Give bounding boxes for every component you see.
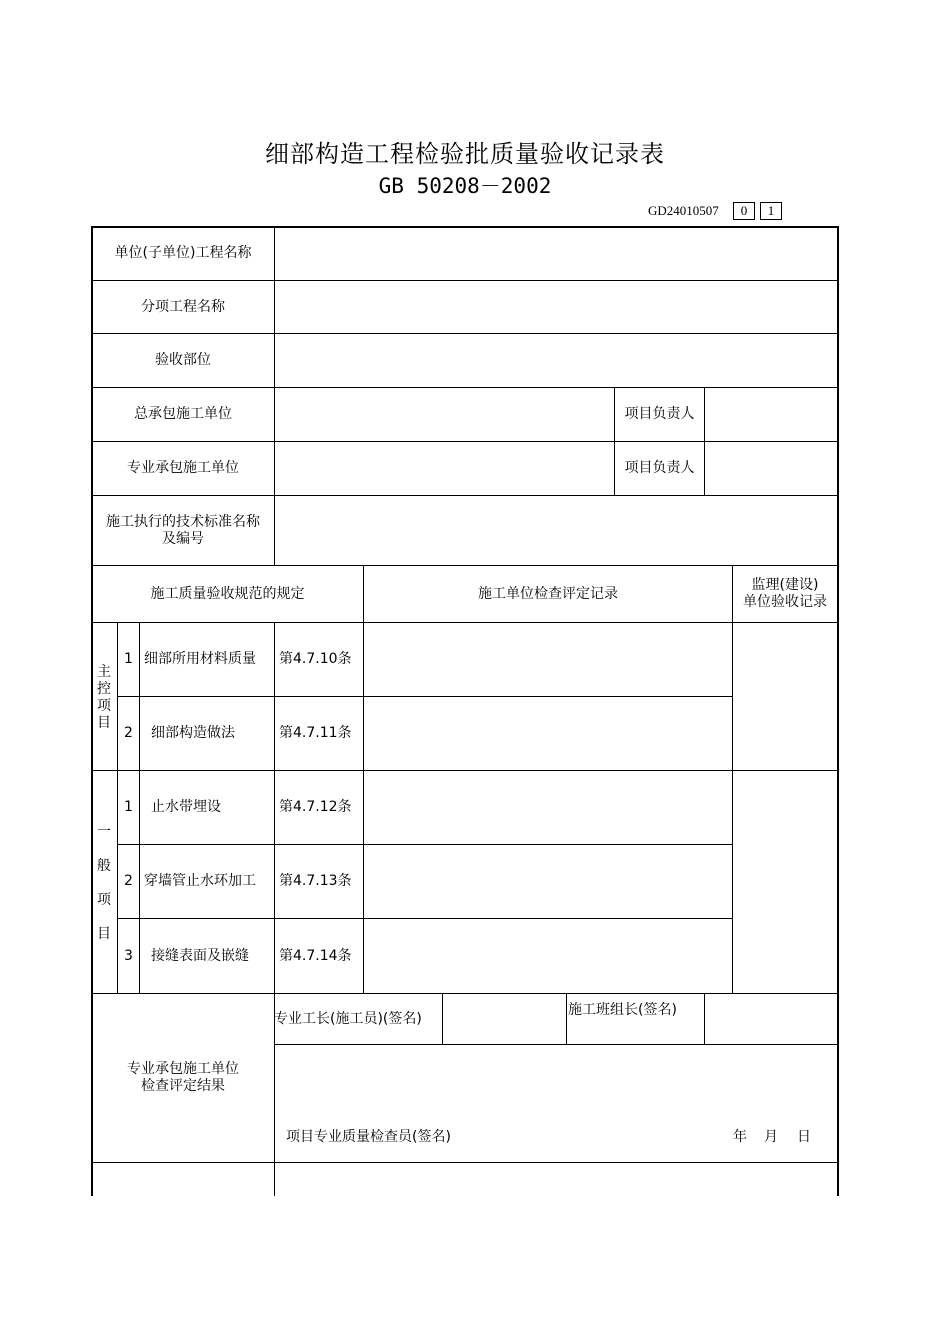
header-inspection-record: 施工单位检查评定记录 (478, 585, 618, 602)
date-year: 年 (733, 1129, 747, 1145)
date-day: 日 (797, 1129, 811, 1145)
general-contractor-field[interactable] (276, 389, 613, 440)
label-project-manager-1: 项目负责人 (624, 406, 695, 422)
main-control-char: 目 (97, 715, 111, 731)
main-item-name-2: 细部构造做法 (151, 725, 235, 741)
acceptance-part-field[interactable] (276, 335, 836, 386)
form-title: 细部构造工程检验批质量验收记录表 (265, 140, 665, 168)
label-team-leader: 施工班组长(签名) (568, 1002, 677, 1018)
tech-standard-field[interactable] (276, 497, 836, 564)
main-item-clause-2: 第4.7.11条 (279, 725, 352, 741)
label-inspection-result: 专业承包施工单位 检查评定结果 (127, 1061, 239, 1094)
col-line (274, 622, 275, 993)
general-item-name-3: 接缝表面及嵌缝 (151, 947, 249, 964)
label-specialty-contractor: 专业承包施工单位 (127, 460, 239, 476)
form-code: GD24010507 (648, 203, 719, 218)
general-item-record-1[interactable] (365, 772, 731, 843)
main-control-char: 项 (97, 698, 111, 714)
label-foreman: 专业工长(施工员)(签名) (274, 1010, 422, 1027)
label-project-manager-2: 项目负责人 (624, 460, 695, 476)
general-item-clause-2: 第4.7.13条 (279, 873, 352, 889)
general-item-clause-3: 第4.7.14条 (279, 947, 352, 964)
main-item-record-2[interactable] (365, 698, 731, 769)
project-manager-1-field[interactable] (706, 389, 836, 440)
form-code-box-1[interactable]: 0 (733, 202, 755, 220)
standard-code: GB 50208－2002 (378, 174, 552, 198)
general-item-no-1: 1 (124, 799, 133, 815)
date-month: 月 (764, 1129, 778, 1145)
specialty-contractor-field[interactable] (276, 443, 613, 494)
label-general-contractor: 总承包施工单位 (134, 406, 232, 422)
general-items-char: 般 (97, 858, 111, 874)
sub-item-project-field[interactable] (276, 282, 836, 332)
label-sub-item-project: 分项工程名称 (141, 298, 225, 315)
label-acceptance-part: 验收部位 (155, 352, 211, 368)
col-line (139, 622, 140, 993)
general-item-name-2: 穿墙管止水环加工 (144, 873, 256, 889)
general-item-record-3[interactable] (365, 920, 731, 992)
col-line (274, 226, 275, 566)
foreman-signature-field[interactable] (444, 995, 565, 1043)
main-item-clause-1: 第4.7.10条 (279, 651, 352, 667)
unit-project-name-field[interactable] (276, 228, 836, 279)
general-item-clause-1: 第4.7.12条 (279, 799, 352, 815)
inspection-result-field[interactable] (276, 1046, 836, 1126)
row-line (274, 1044, 839, 1045)
general-items-char: 项 (97, 892, 111, 908)
main-control-supervision-field[interactable] (734, 624, 836, 769)
main-item-name-1: 细部所用材料质量 (144, 651, 256, 667)
border-right (837, 226, 839, 1196)
general-items-label (95, 824, 113, 943)
general-item-no-3: 3 (124, 947, 133, 964)
main-item-record-1[interactable] (365, 624, 731, 695)
main-control-char: 主 (97, 664, 111, 680)
main-control-char: 控 (97, 681, 111, 697)
label-unit-project-name: 单位(子单位)工程名称 (114, 245, 252, 261)
col-line (704, 387, 705, 495)
project-manager-2-field[interactable] (706, 443, 836, 494)
col-line (732, 565, 733, 993)
general-items-char: 一 (97, 824, 111, 840)
general-item-no-2: 2 (124, 873, 133, 889)
general-item-name-1: 止水带埋设 (151, 799, 221, 815)
row-line (91, 1162, 839, 1163)
general-items-supervision-field[interactable] (734, 772, 836, 992)
header-spec: 施工质量验收规范的规定 (150, 585, 305, 602)
general-item-record-2[interactable] (365, 846, 731, 917)
col-line (566, 993, 567, 1044)
main-control-label (95, 664, 113, 732)
next-section-field[interactable] (276, 1164, 836, 1196)
general-items-char: 目 (97, 926, 111, 942)
col-line (363, 565, 364, 993)
label-tech-standard: 施工执行的技术标准名称 及编号 (106, 513, 260, 547)
main-item-no-1: 1 (124, 651, 133, 667)
team-leader-signature-field[interactable] (706, 995, 836, 1043)
form-code-box-2[interactable]: 1 (760, 202, 782, 220)
label-quality-inspector: 项目专业质量检查员(签名) (286, 1129, 451, 1145)
main-item-no-2: 2 (124, 725, 133, 741)
header-supervision: 监理(建设) 单位验收记录 (743, 577, 827, 610)
col-line (704, 993, 705, 1044)
